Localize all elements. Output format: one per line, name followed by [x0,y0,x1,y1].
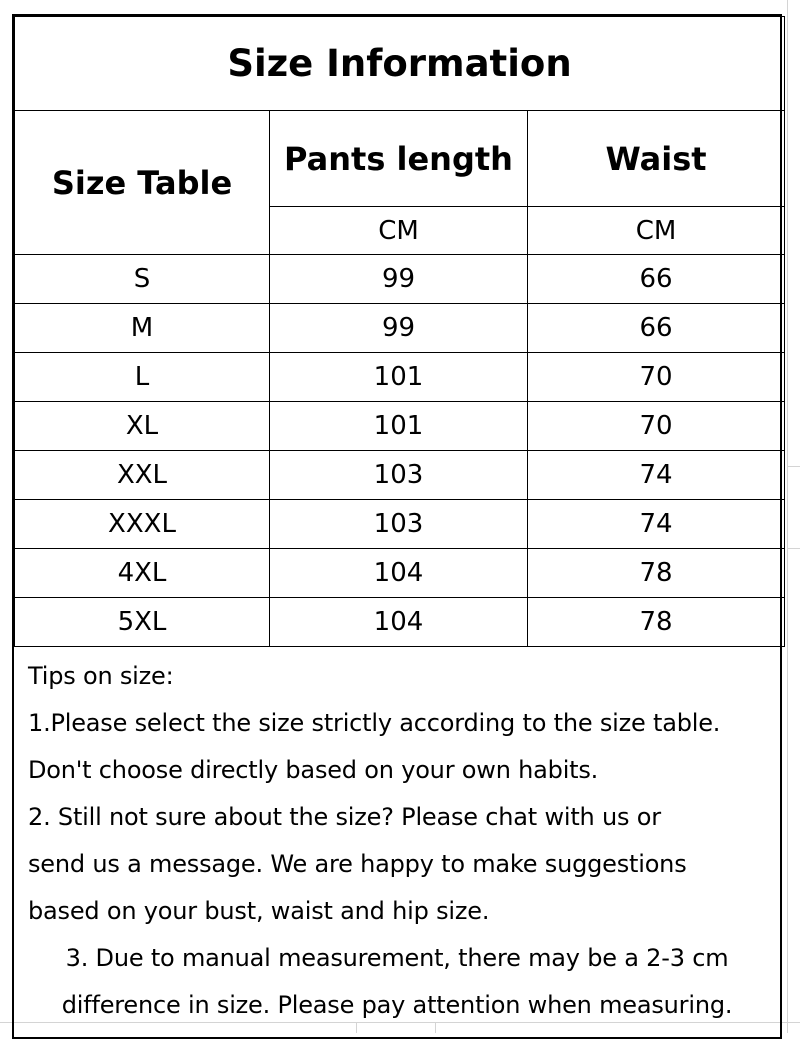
unit-pants-length: CM [270,207,528,255]
tips-line: 3. Due to manual measurement, there may be a 2-3 cm [65,944,729,972]
size-cell: XXXL [15,500,270,549]
title-row [15,17,785,111]
table-row [15,598,785,647]
waist-cell: 78 [528,598,785,647]
table-row [15,451,785,500]
table-row [15,500,785,549]
size-cell: XL [15,402,270,451]
tips-line: 2. Still not sure about the size? Please chat with us or [28,803,661,831]
size-table [14,16,785,647]
tips-line: based on your bust, waist and hip size. [28,897,490,925]
size-cell: S [15,255,270,304]
size-cell: M [15,304,270,353]
waist-cell: 70 [528,402,785,451]
size-tips [14,647,780,1037]
waist-cell: 74 [528,451,785,500]
size-cell: 5XL [15,598,270,647]
header-waist: Waist [528,111,785,207]
sheet-gridline [787,0,788,1033]
tips-line: send us a message. We are happy to make suggestions [28,850,687,878]
pants-length-cell: 103 [270,451,528,500]
pants-length-cell: 101 [270,402,528,451]
size-cell: 4XL [15,549,270,598]
waist-cell: 74 [528,500,785,549]
unit-waist: CM [528,207,785,255]
waist-cell: 66 [528,255,785,304]
pants-length-cell: 103 [270,500,528,549]
table-row [15,304,785,353]
pants-length-cell: 104 [270,598,528,647]
header-pants-length: Pants length [270,111,528,207]
size-chart [12,14,782,1039]
tips-line: difference in size. Please pay attention when measuring. [61,991,733,1019]
table-row [15,402,785,451]
tips-line: 1.Please select the size strictly according to the size table. [28,709,721,737]
pants-length-cell: 101 [270,353,528,402]
header-row [15,111,785,207]
table-row [15,549,785,598]
header-size-table: Size Table [15,111,270,255]
sheet-gridline [787,548,800,549]
waist-cell: 66 [528,304,785,353]
pants-length-cell: 104 [270,549,528,598]
tips-line: Don't choose directly based on your own habits. [28,756,599,784]
pants-length-cell: 99 [270,304,528,353]
size-cell: L [15,353,270,402]
waist-cell: 78 [528,549,785,598]
table-title: Size Information [15,17,785,111]
sheet-gridline [787,466,800,467]
table-row [15,255,785,304]
tips-heading: Tips on size: [28,662,174,690]
waist-cell: 70 [528,353,785,402]
table-row [15,353,785,402]
pants-length-cell: 99 [270,255,528,304]
size-cell: XXL [15,451,270,500]
